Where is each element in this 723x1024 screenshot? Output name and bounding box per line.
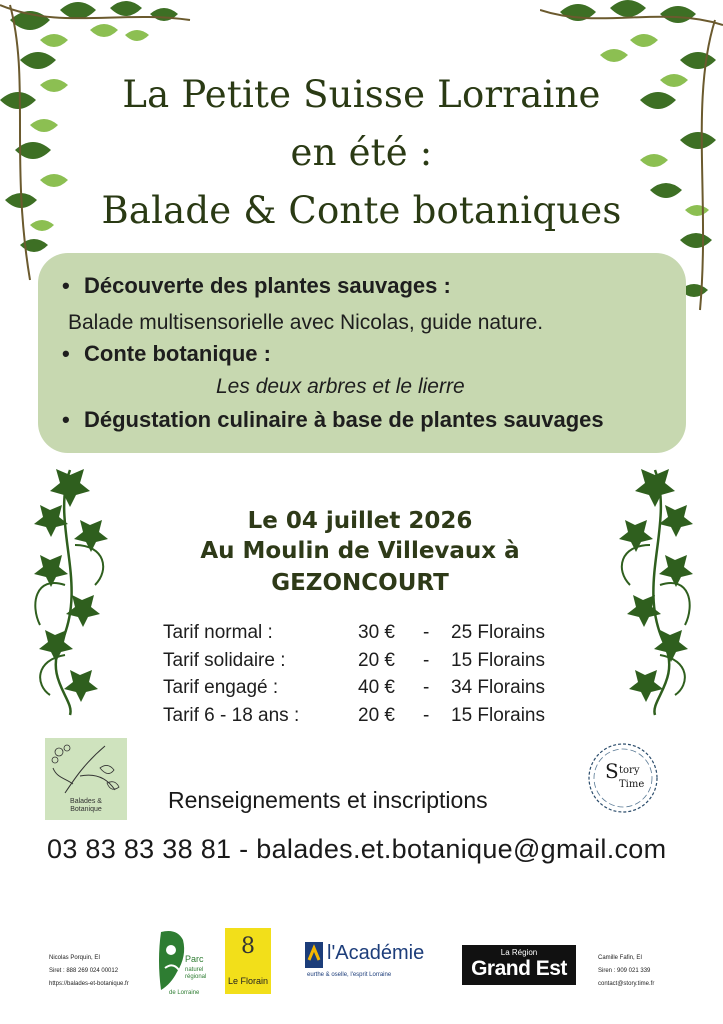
balades-botanique-logo [45,738,127,820]
tarif-separator: - [423,622,430,643]
program-item-2-detail: Les deux arbres et le lierre [216,375,465,398]
florain-symbol-icon: 8 [241,934,255,959]
parc-logo-icon [155,928,211,998]
info-heading: Renseignements et inscriptions [168,787,488,813]
academie-mark-icon [305,942,323,968]
parc-logo-line-2: naturel [185,967,204,973]
program-item-3 [62,407,604,433]
balades-logo-line-1: Balades & [70,798,102,805]
bullet-3: • [62,407,70,432]
region-logo-big: Grand Est [471,957,567,980]
tarif-label: Tarif engagé : [163,677,279,698]
story-logo-tory: tory [619,765,640,776]
footer-left-url[interactable]: https://balades-et-botanique.fr [49,981,129,987]
tarif-row [163,677,583,703]
footer-right-siren: Siren : 909 021 339 [598,968,651,974]
tarif-row [163,705,583,731]
title-line-2: en été : [290,131,433,174]
contact-line[interactable]: 03 83 83 38 81 - balades.et.botanique@gmail.com [47,834,667,864]
tarif-florains: 34 Florains [451,677,545,698]
event-date: Le 04 juillet 2026 [247,508,473,534]
tarif-florains: 25 Florains [451,622,545,643]
bullet-1: • [62,273,70,298]
event-place: Au Moulin de Villevaux à [200,538,520,564]
academie-logo [305,940,435,986]
tarif-florains: 15 Florains [451,705,545,726]
tarif-euro: 20 € [358,650,395,671]
program-item-2-title: Conte botanique : [84,341,271,366]
region-logo-small: La Région [500,948,538,957]
tarif-separator: - [423,677,430,698]
program-item-3-title: Dégustation culinaire à base de plantes sauvages [84,407,604,432]
tarif-label: Tarif normal : [163,622,273,643]
flyer-title [80,66,643,240]
tarif-row [163,622,583,648]
parc-logo-line-4: de Lorraine [169,990,200,996]
tarif-euro: 20 € [358,705,395,726]
footer-right-block [598,952,654,991]
balades-logo-line-2: Botanique [70,806,102,813]
footer-left-block [49,952,129,991]
story-time-logo [585,740,661,816]
parc-lorraine-logo [155,928,211,998]
ivy-right-vine-decoration [605,465,705,720]
title-line-1: La Petite Suisse Lorraine [122,73,601,116]
tarif-label: Tarif 6 - 18 ans : [163,705,300,726]
tarif-euro: 40 € [358,677,395,698]
academie-logo-subtitle: eurthe & oselle, l'esprit Lorraine [307,972,392,978]
plant-drawing-icon [45,738,127,798]
tarif-label: Tarif solidaire : [163,650,286,671]
event-town: GEZONCOURT [271,570,449,596]
program-item-1-title: Découverte des plantes sauvages : [84,273,451,298]
story-logo-s: S [605,759,619,783]
tarif-separator: - [423,705,430,726]
title-line-3: Balade & Conte botaniques [101,189,622,232]
tarif-separator: - [423,650,430,671]
program-item-1-detail: Balade multisensorielle avec Nicolas, guide nature. [68,311,544,334]
tarif-row [163,650,583,676]
bullet-2: • [62,341,70,366]
ivy-left-vine-decoration [20,465,120,720]
region-grand-est-logo [462,945,576,985]
le-florain-logo [225,928,271,994]
parc-logo-line-3: régional [185,974,207,980]
footer-right-name: Camille Fafin, EI [598,955,643,961]
program-item-2 [62,341,271,367]
footer-left-siret: Siret : 888 269 024 00012 [49,968,119,974]
tarif-florains: 15 Florains [451,650,545,671]
program-item-1 [62,273,451,299]
footer-left-name: Nicolas Porquin, EI [49,955,101,961]
story-logo-time: Time [619,779,645,790]
academie-logo-text: l'Académie [327,942,425,964]
florain-logo-text: Le Florain [227,976,269,986]
parc-logo-line-1: Parc [185,954,204,964]
tarif-euro: 30 € [358,622,395,643]
footer-right-email[interactable]: contact@story.time.fr [598,981,655,987]
